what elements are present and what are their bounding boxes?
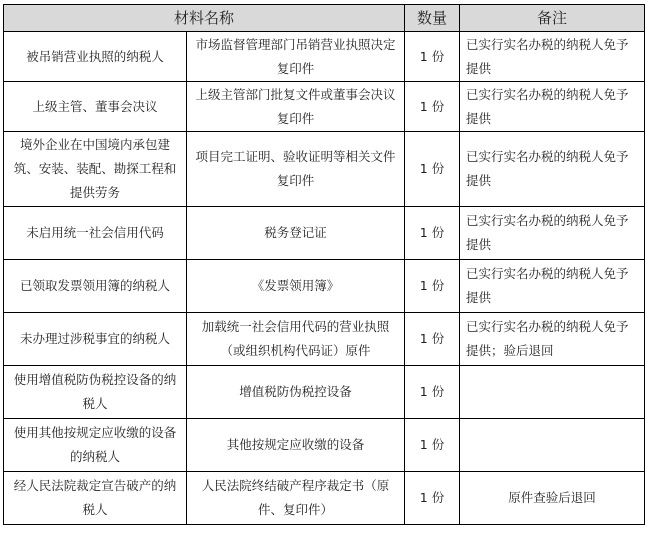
- quantity-cell: 1 份: [405, 32, 460, 82]
- quantity-cell: 1 份: [405, 82, 460, 132]
- material-cell: 加载统一社会信用代码的营业执照（或组织机构代码证）原件: [187, 313, 405, 366]
- condition-cell: 上级主管、董事会决议: [4, 82, 187, 132]
- header-material-name: 材料名称: [4, 5, 405, 32]
- material-cell: 《发票领用簿》: [187, 260, 405, 313]
- material-cell: 上级主管部门批复文件或董事会决议复印件: [187, 82, 405, 132]
- quantity-cell: 1 份: [405, 472, 460, 525]
- table-row: [4, 472, 645, 525]
- condition-cell: 经人民法院裁定宣告破产的纳税人: [4, 472, 187, 525]
- material-cell: 其他按规定应收缴的设备: [187, 419, 405, 472]
- material-cell: 市场监督管理部门吊销营业执照决定复印件: [187, 32, 405, 82]
- quantity-cell: 1 份: [405, 366, 460, 419]
- header-row: [4, 5, 645, 32]
- quantity-cell: 1 份: [405, 207, 460, 260]
- table-row: [4, 419, 645, 472]
- table-row: [4, 207, 645, 260]
- remark-cell: [460, 419, 645, 472]
- remark-cell: 已实行实名办税的纳税人免予提供: [460, 32, 645, 82]
- table-row: [4, 82, 645, 132]
- condition-cell: 使用其他按规定应收缴的设备的纳税人: [4, 419, 187, 472]
- header-quantity: 数量: [405, 5, 460, 32]
- condition-cell: 已领取发票领用簿的纳税人: [4, 260, 187, 313]
- remark-cell: 原件查验后退回: [460, 472, 645, 525]
- table-row: [4, 132, 645, 207]
- material-cell: 项目完工证明、验收证明等相关文件复印件: [187, 132, 405, 207]
- condition-cell: 境外企业在中国境内承包建筑、安装、装配、勘探工程和提供劳务: [4, 132, 187, 207]
- table-row: [4, 366, 645, 419]
- quantity-cell: 1 份: [405, 313, 460, 366]
- material-cell: 增值税防伪税控设备: [187, 366, 405, 419]
- condition-cell: 被吊销营业执照的纳税人: [4, 32, 187, 82]
- materials-table-container: [3, 4, 644, 525]
- remark-cell: 已实行实名办税的纳税人免予提供；验后退回: [460, 313, 645, 366]
- remark-cell: 已实行实名办税的纳税人免予提供: [460, 82, 645, 132]
- remark-cell: [460, 366, 645, 419]
- remark-cell: 已实行实名办税的纳税人免予提供: [460, 207, 645, 260]
- materials-table: [3, 4, 645, 525]
- quantity-cell: 1 份: [405, 419, 460, 472]
- condition-cell: 未启用统一社会信用代码: [4, 207, 187, 260]
- condition-cell: 未办理过涉税事宜的纳税人: [4, 313, 187, 366]
- header-remarks: 备注: [460, 5, 645, 32]
- condition-cell: 使用增值税防伪税控设备的纳税人: [4, 366, 187, 419]
- material-cell: 税务登记证: [187, 207, 405, 260]
- table-row: [4, 260, 645, 313]
- table-row: [4, 32, 645, 82]
- table-row: [4, 313, 645, 366]
- quantity-cell: 1 份: [405, 260, 460, 313]
- material-cell: 人民法院终结破产程序裁定书（原件、复印件）: [187, 472, 405, 525]
- quantity-cell: 1 份: [405, 132, 460, 207]
- remark-cell: 已实行实名办税的纳税人免予提供: [460, 132, 645, 207]
- remark-cell: 已实行实名办税的纳税人免予提供: [460, 260, 645, 313]
